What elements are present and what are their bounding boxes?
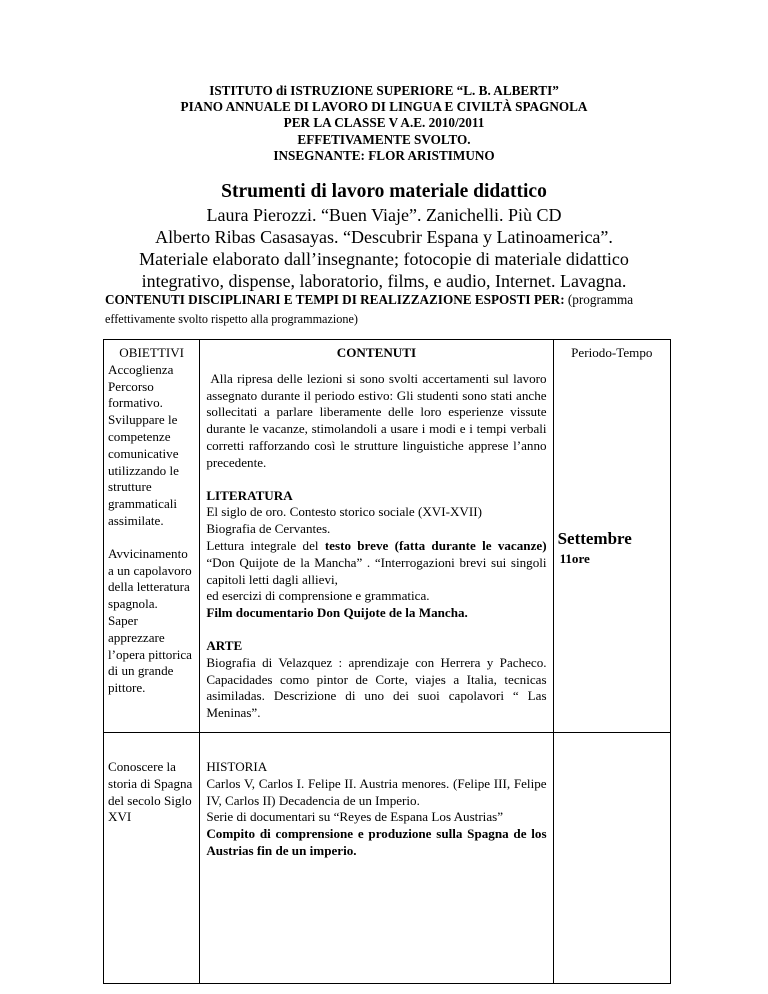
objective-line: della letteratura [108, 579, 190, 595]
materials-line: Laura Pierozzi. “Buen Viaje”. Zanichelli. Più CD [206, 205, 562, 225]
art-paragraph: Biografia di Velazquez : aprendizaje con Herrera y Pacheco. Capacidades como pintor de Corte, viajes a Italia, tecnicas asimiladas. Descrizione di uno dei suoi capolavori “ Las Meninas”. [206, 654, 547, 721]
literature-film: Film documentario Don Quijote de la Mancha. [206, 605, 468, 621]
reading-text: Lettura integrale del [206, 537, 325, 553]
literature-line: El siglo de oro. Contesto storico sociale (XVI-XVII) [206, 504, 482, 520]
objective-line: l’opera pittorica [108, 646, 192, 662]
reading-text: “Don Quijote de la Mancha” . “Interrogazioni brevi sui singoli capitoli letti dagli allievi, [206, 554, 547, 587]
objective-line: XVI [108, 809, 132, 825]
objective-line: Sviluppare le [108, 412, 178, 428]
header-teacher: INSEGNANTE: FLOR ARISTIMUNO [273, 147, 495, 163]
period-hours: 11ore [559, 550, 590, 566]
objective-line: spagnola. [108, 596, 158, 612]
header-plan: PIANO ANNUALE DI LAVORO DI LINGUA E CIVILTÀ SPAGNOLA [180, 99, 588, 115]
literature-reading [206, 538, 546, 588]
objective-line: Saper [108, 612, 138, 628]
objective-line: Conoscere la [108, 759, 176, 774]
history-line: Carlos V, Carlos I. Felipe II. Austria menores. (Felipe III, Felipe IV, Carlos II) Decadencia de un Imperio. [206, 775, 547, 808]
objective-line: grammaticali [108, 496, 178, 512]
period-cell [553, 733, 670, 984]
objective-line: apprezzare [108, 629, 165, 645]
header-periodo: Periodo-Tempo [571, 345, 653, 360]
section-heading-line2: effettivamente svolto rispetto alla programmazione) [105, 312, 358, 326]
materials-line: Alberto Ribas Casasayas. “Descubrir Espana y Latinoamerica”. [155, 227, 613, 247]
objective-line: competenze [108, 428, 171, 444]
objective-line: Accoglienza [108, 361, 174, 377]
period-month: Settembre [557, 528, 632, 548]
header-contenuti: CONTENUTI [336, 345, 417, 360]
history-title: HISTORIA [206, 759, 268, 774]
objectives-cell [104, 733, 200, 984]
document-header [0, 83, 768, 164]
objective-line: formativo. [108, 395, 163, 411]
section-heading-bold: CONTENUTI DISCIPLINARI E TEMPI DI REALIZZAZIONE ESPOSTI PER: [105, 292, 565, 307]
objective-line: assimilate. [108, 512, 164, 528]
table-row [104, 733, 671, 984]
contents-cell [200, 733, 553, 984]
objective-line: Avvicinamento [108, 545, 188, 561]
header-institute: ISTITUTO di ISTRUZIONE SUPERIORE “L. B. ALBERTI” [209, 83, 559, 98]
history-line: Serie di documentari su “Reyes de Espana Los Austrias” [206, 809, 504, 825]
header-obiettivi: OBIETTIVI [119, 345, 185, 360]
objective-line: pittore. [108, 680, 146, 696]
period-cell [553, 340, 670, 733]
objective-line: storia di Spagna [108, 775, 193, 791]
history-task: Compito di comprensione e produzione sulla Spagna de los Austrias fin de un imperio. [206, 826, 547, 858]
section-heading [105, 290, 675, 329]
reading-bold: testo breve (fatta durante le vacanze) [324, 537, 547, 553]
contents-cell [200, 340, 553, 733]
section-heading-normal: (programma [567, 292, 634, 307]
objective-line: strutture [108, 479, 152, 495]
art-title: ARTE [206, 637, 243, 653]
objective-line: Percorso [108, 378, 154, 394]
materials-title: Strumenti di lavoro materiale didattico [221, 181, 547, 202]
program-table [103, 339, 671, 984]
objective-line: di un grande [108, 663, 174, 679]
objectives-cell [104, 340, 200, 733]
literature-line: Biografia de Cervantes. [206, 521, 331, 537]
header-class: PER LA CLASSE V A.E. 2010/2011 [283, 115, 485, 131]
materials-block [0, 180, 768, 292]
intro-paragraph: Alla ripresa delle lezioni si sono svolti accertamenti sul lavoro assegnato durante il periodo estivo: Gli studenti sono stati anche sollecitati a parlare liberamente delle loro esperienze vissute durante le vacanze, stimolandoli a usare i modi e i tempi verbali corretti rafforzando così le strutture linguistiche apprese l’anno precedente. [206, 370, 547, 470]
materials-line: integrativo, dispense, laboratorio, films, e audio, Internet. Lavagna. [141, 271, 627, 291]
objective-line: a un capolavoro [108, 562, 192, 578]
materials-line: Materiale elaborato dall’insegnante; fotocopie di materiale didattico [139, 249, 629, 269]
header-status: EFFETIVAMENTE SVOLTO. [297, 131, 471, 147]
objective-line: del secolo Siglo [108, 792, 192, 808]
literature-line: ed esercizi di comprensione e grammatica. [206, 588, 430, 604]
objective-line: utilizzando le [108, 462, 179, 478]
table-row [104, 340, 671, 733]
objective-line: comunicative [108, 445, 179, 461]
literature-title: LITERATURA [206, 487, 293, 503]
